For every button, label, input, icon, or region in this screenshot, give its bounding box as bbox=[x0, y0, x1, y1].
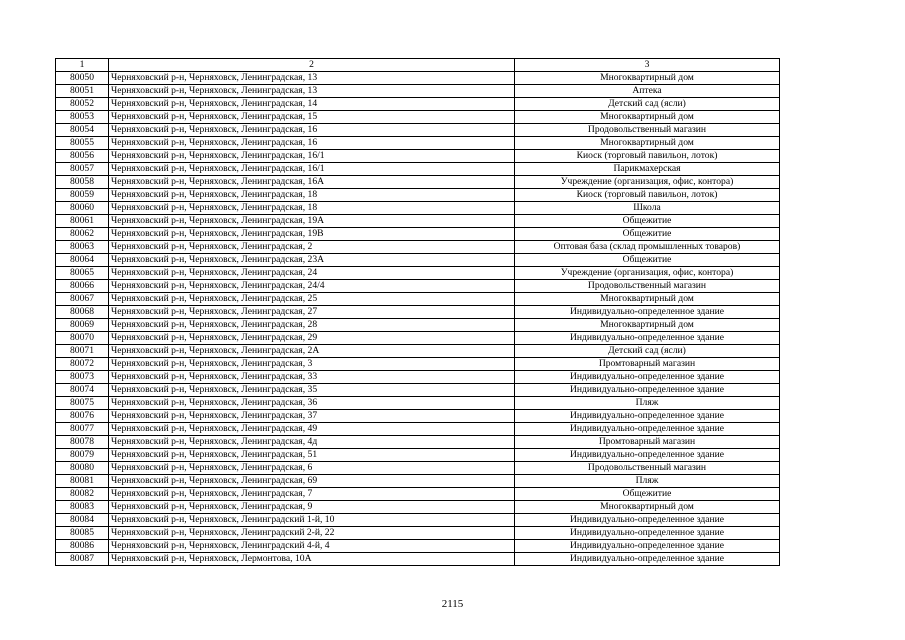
table-row bbox=[56, 410, 780, 423]
table-row bbox=[56, 475, 780, 488]
table-row bbox=[56, 163, 780, 176]
table-row bbox=[56, 488, 780, 501]
address-cell: Черняховский р-н, Черняховск, Ленинградская, 19В bbox=[109, 228, 515, 241]
table-row bbox=[56, 150, 780, 163]
table-row bbox=[56, 319, 780, 332]
code-cell: 80074 bbox=[56, 384, 109, 397]
code-cell: 80079 bbox=[56, 449, 109, 462]
object-type-cell: Многоквартирный дом bbox=[515, 111, 780, 124]
code-cell: 80063 bbox=[56, 241, 109, 254]
address-cell: Черняховский р-н, Черняховск, Ленинградская, 49 bbox=[109, 423, 515, 436]
table-row bbox=[56, 189, 780, 202]
table-row bbox=[56, 202, 780, 215]
object-type-cell: Учреждение (организация, офис, контора) bbox=[515, 267, 780, 280]
object-type-cell: Пляж bbox=[515, 475, 780, 488]
address-cell: Черняховский р-н, Черняховск, Ленинградская, 25 bbox=[109, 293, 515, 306]
code-cell: 80051 bbox=[56, 85, 109, 98]
table-row bbox=[56, 137, 780, 150]
table-row bbox=[56, 254, 780, 267]
object-type-cell: Индивидуально-определенное здание bbox=[515, 449, 780, 462]
object-type-cell: Многоквартирный дом bbox=[515, 72, 780, 85]
table-row bbox=[56, 72, 780, 85]
table-row bbox=[56, 332, 780, 345]
table-row bbox=[56, 514, 780, 527]
header-cell-2: 2 bbox=[109, 59, 515, 72]
code-cell: 80067 bbox=[56, 293, 109, 306]
table-row bbox=[56, 449, 780, 462]
code-cell: 80061 bbox=[56, 215, 109, 228]
address-cell: Черняховский р-н, Черняховск, Ленинградская, 6 bbox=[109, 462, 515, 475]
address-cell: Черняховский р-н, Черняховск, Ленинградская, 37 bbox=[109, 410, 515, 423]
table-row bbox=[56, 423, 780, 436]
code-cell: 80076 bbox=[56, 410, 109, 423]
address-cell: Черняховский р-н, Черняховск, Ленинградская, 3 bbox=[109, 358, 515, 371]
object-type-cell: Парикмахерская bbox=[515, 163, 780, 176]
address-cell: Черняховский р-н, Черняховск, Ленинградская, 28 bbox=[109, 319, 515, 332]
code-cell: 80060 bbox=[56, 202, 109, 215]
code-cell: 80057 bbox=[56, 163, 109, 176]
address-cell: Черняховский р-н, Черняховск, Ленинградская, 33 bbox=[109, 371, 515, 384]
code-cell: 80086 bbox=[56, 540, 109, 553]
code-cell: 80085 bbox=[56, 527, 109, 540]
object-type-cell: Детский сад (ясли) bbox=[515, 345, 780, 358]
address-cell: Черняховский р-н, Черняховск, Ленинградская, 2А bbox=[109, 345, 515, 358]
address-cell: Черняховский р-н, Черняховск, Ленинградская, 16 bbox=[109, 137, 515, 150]
code-cell: 80083 bbox=[56, 501, 109, 514]
table-row bbox=[56, 540, 780, 553]
table-row bbox=[56, 306, 780, 319]
code-cell: 80078 bbox=[56, 436, 109, 449]
address-cell: Черняховский р-н, Черняховск, Ленинградская, 27 bbox=[109, 306, 515, 319]
address-cell: Черняховский р-н, Черняховск, Ленинградская, 16/1 bbox=[109, 150, 515, 163]
code-cell: 80066 bbox=[56, 280, 109, 293]
code-cell: 80084 bbox=[56, 514, 109, 527]
table-row bbox=[56, 371, 780, 384]
address-cell: Черняховский р-н, Черняховск, Ленинградская, 36 bbox=[109, 397, 515, 410]
address-cell: Черняховский р-н, Черняховск, Ленинградская, 23А bbox=[109, 254, 515, 267]
code-cell: 80082 bbox=[56, 488, 109, 501]
code-cell: 80052 bbox=[56, 98, 109, 111]
code-cell: 80075 bbox=[56, 397, 109, 410]
address-cell: Черняховский р-н, Черняховск, Ленинградская, 19А bbox=[109, 215, 515, 228]
object-type-cell: Школа bbox=[515, 202, 780, 215]
table-row bbox=[56, 462, 780, 475]
object-type-cell: Общежитие bbox=[515, 228, 780, 241]
table-row bbox=[56, 436, 780, 449]
code-cell: 80081 bbox=[56, 475, 109, 488]
object-type-cell: Пляж bbox=[515, 397, 780, 410]
registry-table bbox=[55, 58, 780, 566]
object-type-cell: Индивидуально-определенное здание bbox=[515, 423, 780, 436]
header-row bbox=[56, 59, 780, 72]
code-cell: 80059 bbox=[56, 189, 109, 202]
table-row bbox=[56, 215, 780, 228]
table-row bbox=[56, 98, 780, 111]
object-type-cell: Киоск (торговый павильон, лоток) bbox=[515, 189, 780, 202]
object-type-cell: Индивидуально-определенное здание bbox=[515, 371, 780, 384]
address-cell: Черняховский р-н, Черняховск, Ленинградский 2-й, 22 bbox=[109, 527, 515, 540]
object-type-cell: Детский сад (ясли) bbox=[515, 98, 780, 111]
address-cell: Черняховский р-н, Черняховск, Ленинградская, 2 bbox=[109, 241, 515, 254]
object-type-cell: Продовольственный магазин bbox=[515, 124, 780, 137]
object-type-cell: Индивидуально-определенное здание bbox=[515, 332, 780, 345]
object-type-cell: Многоквартирный дом bbox=[515, 501, 780, 514]
address-cell: Черняховский р-н, Черняховск, Ленинградская, 51 bbox=[109, 449, 515, 462]
code-cell: 80058 bbox=[56, 176, 109, 189]
object-type-cell: Оптовая база (склад промышленных товаров) bbox=[515, 241, 780, 254]
address-cell: Черняховский р-н, Черняховск, Ленинградская, 16/1 bbox=[109, 163, 515, 176]
table-row bbox=[56, 553, 780, 566]
code-cell: 80064 bbox=[56, 254, 109, 267]
code-cell: 80068 bbox=[56, 306, 109, 319]
code-cell: 80070 bbox=[56, 332, 109, 345]
table-row bbox=[56, 358, 780, 371]
code-cell: 80055 bbox=[56, 137, 109, 150]
table-row bbox=[56, 527, 780, 540]
address-cell: Черняховский р-н, Черняховск, Ленинградская, 16А bbox=[109, 176, 515, 189]
object-type-cell: Индивидуально-определенное здание bbox=[515, 527, 780, 540]
address-cell: Черняховский р-н, Черняховск, Ленинградская, 24 bbox=[109, 267, 515, 280]
table-row bbox=[56, 267, 780, 280]
address-cell: Черняховский р-н, Черняховск, Ленинградский 1-й, 10 bbox=[109, 514, 515, 527]
object-type-cell: Общежитие bbox=[515, 215, 780, 228]
code-cell: 80072 bbox=[56, 358, 109, 371]
table-row bbox=[56, 293, 780, 306]
table-row bbox=[56, 397, 780, 410]
object-type-cell: Общежитие bbox=[515, 488, 780, 501]
address-cell: Черняховский р-н, Черняховск, Ленинградская, 35 bbox=[109, 384, 515, 397]
code-cell: 80071 bbox=[56, 345, 109, 358]
code-cell: 80050 bbox=[56, 72, 109, 85]
address-cell: Черняховский р-н, Черняховск, Ленинградская, 7 bbox=[109, 488, 515, 501]
address-cell: Черняховский р-н, Черняховск, Ленинградская, 69 bbox=[109, 475, 515, 488]
object-type-cell: Многоквартирный дом bbox=[515, 293, 780, 306]
page-number: 2115 bbox=[441, 598, 464, 610]
table-row bbox=[56, 124, 780, 137]
object-type-cell: Многоквартирный дом bbox=[515, 137, 780, 150]
object-type-cell: Многоквартирный дом bbox=[515, 319, 780, 332]
table-row bbox=[56, 241, 780, 254]
code-cell: 80073 bbox=[56, 371, 109, 384]
address-cell: Черняховский р-н, Черняховск, Ленинградская, 13 bbox=[109, 72, 515, 85]
table-row bbox=[56, 384, 780, 397]
header-cell-1: 1 bbox=[56, 59, 109, 72]
table-row bbox=[56, 111, 780, 124]
address-cell: Черняховский р-н, Черняховск, Ленинградская, 14 bbox=[109, 98, 515, 111]
address-cell: Черняховский р-н, Черняховск, Ленинградский 4-й, 4 bbox=[109, 540, 515, 553]
code-cell: 80077 bbox=[56, 423, 109, 436]
address-cell: Черняховский р-н, Черняховск, Ленинградская, 9 bbox=[109, 501, 515, 514]
table-row bbox=[56, 345, 780, 358]
table-row bbox=[56, 501, 780, 514]
object-type-cell: Аптека bbox=[515, 85, 780, 98]
address-cell: Черняховский р-н, Черняховск, Ленинградская, 15 bbox=[109, 111, 515, 124]
code-cell: 80053 bbox=[56, 111, 109, 124]
address-cell: Черняховский р-н, Черняховск, Ленинградская, 29 bbox=[109, 332, 515, 345]
object-type-cell: Общежитие bbox=[515, 254, 780, 267]
address-cell: Черняховский р-н, Черняховск, Ленинградская, 18 bbox=[109, 202, 515, 215]
table-row bbox=[56, 176, 780, 189]
table-row bbox=[56, 280, 780, 293]
code-cell: 80069 bbox=[56, 319, 109, 332]
object-type-cell: Продовольственный магазин bbox=[515, 280, 780, 293]
object-type-cell: Индивидуально-определенное здание bbox=[515, 384, 780, 397]
object-type-cell: Учреждение (организация, офис, контора) bbox=[515, 176, 780, 189]
object-type-cell: Киоск (торговый павильон, лоток) bbox=[515, 150, 780, 163]
object-type-cell: Индивидуально-определенное здание bbox=[515, 514, 780, 527]
address-cell: Черняховский р-н, Черняховск, Ленинградская, 24/4 bbox=[109, 280, 515, 293]
object-type-cell: Продовольственный магазин bbox=[515, 462, 780, 475]
object-type-cell: Промтоварный магазин bbox=[515, 358, 780, 371]
object-type-cell: Промтоварный магазин bbox=[515, 436, 780, 449]
object-type-cell: Индивидуально-определенное здание bbox=[515, 306, 780, 319]
code-cell: 80054 bbox=[56, 124, 109, 137]
object-type-cell: Индивидуально-определенное здание bbox=[515, 540, 780, 553]
header-cell-3: 3 bbox=[515, 59, 780, 72]
table-row bbox=[56, 228, 780, 241]
code-cell: 80056 bbox=[56, 150, 109, 163]
address-cell: Черняховский р-н, Черняховск, Ленинградская, 13 bbox=[109, 85, 515, 98]
code-cell: 80087 bbox=[56, 553, 109, 566]
table-row bbox=[56, 85, 780, 98]
code-cell: 80065 bbox=[56, 267, 109, 280]
address-cell: Черняховский р-н, Черняховск, Ленинградская, 4д bbox=[109, 436, 515, 449]
address-cell: Черняховский р-н, Черняховск, Ленинградская, 16 bbox=[109, 124, 515, 137]
code-cell: 80080 bbox=[56, 462, 109, 475]
object-type-cell: Индивидуально-определенное здание bbox=[515, 410, 780, 423]
object-type-cell: Индивидуально-определенное здание bbox=[515, 553, 780, 566]
code-cell: 80062 bbox=[56, 228, 109, 241]
address-cell: Черняховский р-н, Черняховск, Лермонтова, 10А bbox=[109, 553, 515, 566]
address-cell: Черняховский р-н, Черняховск, Ленинградская, 18 bbox=[109, 189, 515, 202]
